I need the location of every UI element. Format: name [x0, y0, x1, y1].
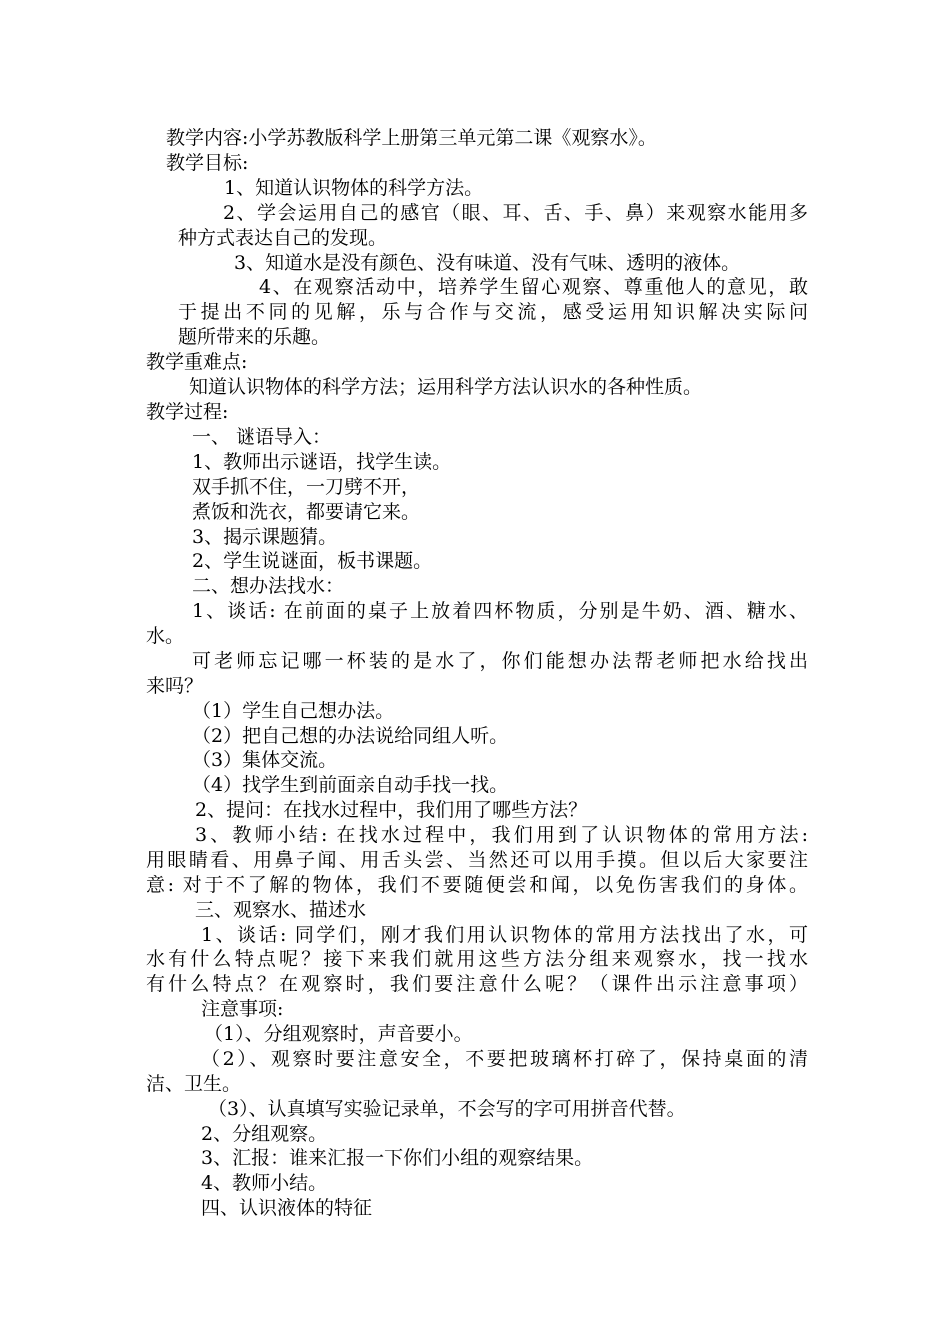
- substep-3: （3）集体交流。: [192, 749, 338, 771]
- step-say-answer: 2、学生说谜面，板书课题。: [192, 550, 433, 572]
- teaching-content: 教学内容:小学苏教版科学上册第三单元第二课《观察水》。: [166, 127, 657, 149]
- note-3: （3）、认真填写实验记录单，不会写的字可用拼音代替。: [208, 1098, 686, 1120]
- goal-4-end: 题所带来的乐趣。: [178, 326, 331, 348]
- substep-4: （4）找学生到前面亲自动手找一找。: [192, 774, 509, 796]
- step-talk: 1、谈话: 在前面的桌子上放着四杯物质，分别是牛奶、酒、糖水、: [192, 600, 808, 622]
- goal-2-cont: 种方式表达自己的发现。: [178, 227, 388, 249]
- section-2-heading: 二、想办法找水：: [192, 575, 345, 597]
- step-summary-end: 意: 对于不了解的物体，我们不要随便尝和闻，以免伤害我们的身体。: [146, 874, 808, 896]
- section-1-heading: 一、 谜语导入：: [192, 426, 332, 448]
- process-heading: 教学过程:: [146, 401, 229, 423]
- section-3-heading: 三、观察水、描述水: [195, 899, 367, 921]
- teaching-goals-heading: 教学目标:: [166, 152, 249, 174]
- goal-4: 4、在观察活动中，培养学生留心观察、尊重他人的意见，敢: [259, 276, 808, 298]
- teacher-question-cont: 来吗？: [146, 675, 204, 697]
- note-1: （1）、分组观察时，声音要小。: [204, 1023, 473, 1045]
- step-teacher-summary: 4、教师小结。: [201, 1172, 328, 1194]
- step-riddle-show: 1、教师出示谜语，找学生读。: [192, 451, 452, 473]
- key-points-heading: 教学重难点:: [146, 351, 248, 373]
- goal-4-cont: 于提出不同的见解，乐与合作与交流，感受运用知识解决实际问: [178, 301, 808, 323]
- step-summary-cont: 用眼睛看、用鼻子闻、用舌头尝、当然还可以用手摸。但以后大家要注: [146, 849, 808, 871]
- notes-heading: 注意事项:: [201, 998, 284, 1020]
- note-2: （2）、观察时要注意安全，不要把玻璃杯打碎了，保持桌面的清: [201, 1048, 808, 1070]
- riddle-line-1: 双手抓不住，一刀劈不开，: [192, 476, 421, 498]
- step-group-observe: 2、分组观察。: [201, 1123, 328, 1145]
- step-summary: 3、教师小结: 在找水过程中，我们用到了认识物体的常用方法:: [195, 824, 808, 846]
- observe-talk-end: 有什么特点？在观察时，我们要注意什么呢？（课件出示注意事项）: [146, 973, 808, 995]
- step-report: 3、汇报：谁来汇报一下你们小组的观察结果。: [201, 1147, 594, 1169]
- observe-talk: 1、谈话: 同学们，刚才我们用认识物体的常用方法找出了水，可: [201, 924, 808, 946]
- note-2-cont: 洁、卫生。: [146, 1073, 242, 1095]
- observe-talk-cont: 水有什么特点呢？接下来我们就用这些方法分组来观察水，找一找水: [146, 948, 808, 970]
- substep-1: （1）学生自己想办法。: [192, 700, 395, 722]
- teacher-question: 可老师忘记哪一杯装的是水了，你们能想办法帮老师把水给找出: [192, 650, 808, 672]
- section-4-heading: 四、认识液体的特征: [201, 1197, 373, 1219]
- goal-3: 3、知道水是没有颜色、没有味道、没有气味、透明的液体。: [234, 252, 741, 274]
- step-question: 2、提问：在找水过程中，我们用了哪些方法？: [195, 799, 588, 821]
- goal-1: 1、知道认识物体的科学方法。: [224, 177, 484, 199]
- step-talk-cont: 水。: [146, 625, 185, 647]
- key-points: 知道认识物体的科学方法；运用科学方法认识水的各种性质。: [189, 376, 703, 398]
- step-reveal-title: 3、揭示课题猜。: [192, 526, 338, 548]
- goal-2: 2、学会运用自己的感官（眼、耳、舌、手、鼻）来观察水能用多: [223, 202, 808, 224]
- riddle-line-2: 煮饭和洗衣，都要请它来。: [192, 501, 421, 523]
- substep-2: （2）把自己想的办法说给同组人听。: [192, 725, 509, 747]
